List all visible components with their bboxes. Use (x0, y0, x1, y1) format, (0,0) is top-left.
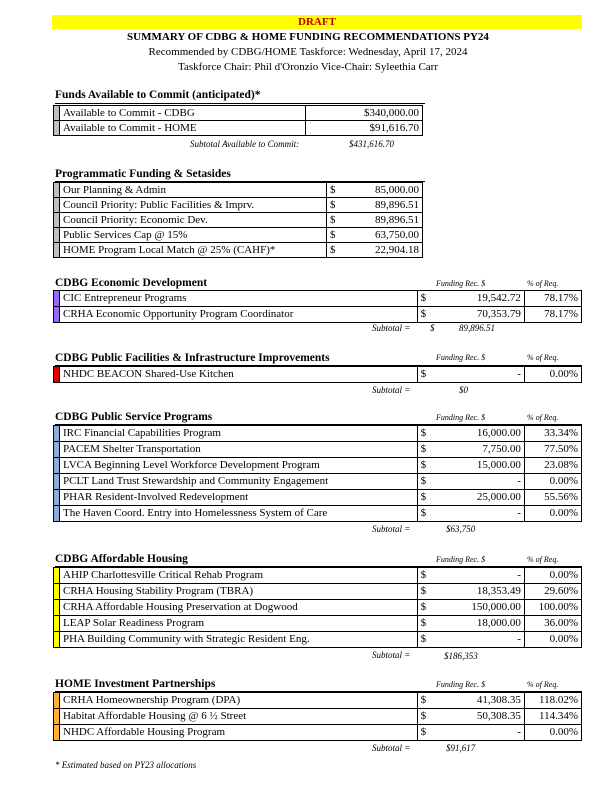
row-percent: 0.00% (524, 506, 581, 522)
row-amount: $91,616.70 (306, 121, 423, 136)
row-percent: 55.56% (524, 490, 581, 506)
row-amount: 85,000.00 (347, 183, 423, 198)
subtotal-value: $186,353 (444, 651, 478, 661)
table-row (54, 213, 423, 228)
row-label: PHAR Resident-Involved Redevelopment (60, 490, 418, 506)
row-currency: $ (417, 442, 438, 458)
table-row (54, 568, 582, 584)
row-amount: 89,896.51 (347, 198, 423, 213)
row-amount: 70,353.79 (438, 307, 525, 323)
section-underline (55, 103, 425, 104)
row-label: PHA Building Community with Strategic Resident Eng. (60, 632, 418, 648)
table-row (54, 228, 423, 243)
row-percent: 0.00% (524, 474, 581, 490)
row-percent: 0.00% (524, 367, 581, 383)
row-label: NHDC Affordable Housing Program (60, 725, 418, 741)
row-currency: $ (327, 243, 348, 258)
table-row (54, 307, 582, 323)
row-label: PACEM Shelter Transportation (60, 442, 418, 458)
row-amount: 22,904.18 (347, 243, 423, 258)
row-currency: $ (417, 693, 438, 709)
row-amount: 89,896.51 (347, 213, 423, 228)
subtotal-label: Subtotal = (372, 650, 411, 660)
row-amount: 25,000.00 (438, 490, 525, 506)
row-label: PCLT Land Trust Stewardship and Community Engagement (60, 474, 418, 490)
row-label: CIC Entrepreneur Programs (60, 291, 418, 307)
row-percent: 36.00% (524, 616, 581, 632)
row-amount: 150,000.00 (438, 600, 525, 616)
row-label: CRHA Homeownership Program (DPA) (60, 693, 418, 709)
footnote: * Estimated based on PY23 allocations (55, 760, 197, 770)
row-label: Council Priority: Economic Dev. (60, 213, 327, 228)
subtotal-value: $91,617 (446, 743, 476, 753)
row-currency: $ (417, 458, 438, 474)
row-amount: - (438, 568, 525, 584)
row-label: Available to Commit - CDBG (60, 106, 306, 121)
subtotal-value: $0 (459, 385, 468, 395)
column-header-funding: Funding Rec. $ (436, 680, 486, 689)
table-row (54, 243, 423, 258)
row-percent: 78.17% (524, 307, 581, 323)
column-header-pct: % of Req. (527, 680, 559, 689)
row-label: Council Priority: Public Facilities & Imprv. (60, 198, 327, 213)
public-service-table (53, 425, 582, 522)
row-amount: - (438, 367, 525, 383)
row-label: Our Planning & Admin (60, 183, 327, 198)
funds-available-table (53, 105, 423, 136)
subtotal-label: Subtotal Available to Commit: (190, 139, 300, 149)
subtotal-value: $63,750 (446, 524, 476, 534)
section-title-programmatic: Programmatic Funding & Setasides (55, 168, 231, 180)
row-currency: $ (417, 307, 438, 323)
row-amount: - (438, 725, 525, 741)
header-chair-line: Taskforce Chair: Phil d'Oronzio Vice-Chair: Syleethia Carr (178, 61, 438, 73)
row-currency: $ (327, 228, 348, 243)
row-label: IRC Financial Capabilities Program (60, 426, 418, 442)
row-percent: 33.34% (524, 426, 581, 442)
section-title-funds-available: Funds Available to Commit (anticipated)* (55, 89, 261, 101)
table-row (54, 600, 582, 616)
table-row (54, 693, 582, 709)
row-currency: $ (417, 709, 438, 725)
draft-banner: DRAFT (52, 15, 582, 29)
subtotal-label: Subtotal = (372, 385, 411, 395)
row-amount: 15,000.00 (438, 458, 525, 474)
table-row (54, 709, 582, 725)
row-label: LEAP Solar Readiness Program (60, 616, 418, 632)
row-percent: 0.00% (524, 568, 581, 584)
row-currency: $ (327, 183, 348, 198)
column-header-pct: % of Req. (527, 353, 559, 362)
row-currency: $ (417, 291, 438, 307)
row-percent: 23.08% (524, 458, 581, 474)
table-row (54, 632, 582, 648)
page-title: SUMMARY OF CDBG & HOME FUNDING RECOMMENDATIONS PY24 (127, 31, 489, 43)
economic-development-table (53, 290, 582, 323)
row-percent: 0.00% (524, 632, 581, 648)
row-label: The Haven Coord. Entry into Homelessness System of Care (60, 506, 418, 522)
column-header-pct: % of Req. (527, 413, 559, 422)
row-currency: $ (417, 616, 438, 632)
row-amount: 63,750.00 (347, 228, 423, 243)
column-header-funding: Funding Rec. $ (436, 555, 486, 564)
table-row (54, 490, 582, 506)
section-title-public-service: CDBG Public Service Programs (55, 411, 213, 423)
column-header-funding: Funding Rec. $ (436, 413, 486, 422)
table-row (54, 458, 582, 474)
row-currency: $ (417, 725, 438, 741)
row-amount: - (438, 474, 525, 490)
row-amount: 41,308.35 (438, 693, 525, 709)
table-row (54, 106, 423, 121)
row-label: HOME Program Local Match @ 25% (CAHF)* (60, 243, 327, 258)
row-percent: 77.50% (524, 442, 581, 458)
section-title-affordable-housing: CDBG Affordable Housing (55, 553, 188, 565)
row-amount: - (438, 632, 525, 648)
row-amount: 7,750.00 (438, 442, 525, 458)
table-row (54, 442, 582, 458)
row-currency: $ (417, 367, 438, 383)
table-row (54, 121, 423, 136)
subtotal-currency: $ (430, 323, 435, 333)
row-amount: 50,308.35 (438, 709, 525, 725)
row-label: CRHA Affordable Housing Preservation at Dogwood (60, 600, 418, 616)
row-label: AHIP Charlottesville Critical Rehab Program (60, 568, 418, 584)
column-header-pct: % of Req. (527, 555, 559, 564)
row-currency: $ (417, 490, 438, 506)
section-title-economic-development: CDBG Economic Development (55, 277, 208, 289)
row-percent: 78.17% (524, 291, 581, 307)
row-label: CRHA Economic Opportunity Program Coordinator (60, 307, 418, 323)
row-amount: 16,000.00 (438, 426, 525, 442)
subtotal-value: $431,616.70 (349, 139, 394, 149)
row-currency: $ (327, 198, 348, 213)
section-title-home-investment: HOME Investment Partnerships (55, 678, 216, 690)
affordable-housing-table (53, 567, 582, 648)
column-header-funding: Funding Rec. $ (436, 279, 486, 288)
row-amount: 18,000.00 (438, 616, 525, 632)
row-label: Public Services Cap @ 15% (60, 228, 327, 243)
row-currency: $ (417, 568, 438, 584)
row-currency: $ (417, 426, 438, 442)
public-facilities-table (53, 366, 582, 383)
header-recommended-line: Recommended by CDBG/HOME Taskforce: Wednesday, April 17, 2024 (148, 46, 468, 58)
table-row (54, 474, 582, 490)
row-amount: 18,353.49 (438, 584, 525, 600)
subtotal-value: 89,896.51 (459, 323, 495, 333)
table-row (54, 291, 582, 307)
column-header-pct: % of Req. (527, 279, 559, 288)
row-currency: $ (417, 584, 438, 600)
table-row (54, 367, 582, 383)
table-row (54, 725, 582, 741)
row-currency: $ (417, 632, 438, 648)
row-percent: 100.00% (524, 600, 581, 616)
row-percent: 0.00% (524, 725, 581, 741)
table-row (54, 183, 423, 198)
row-currency: $ (417, 474, 438, 490)
programmatic-table (53, 182, 423, 258)
subtotal-label: Subtotal = (372, 743, 411, 753)
row-label: Habitat Affordable Housing @ 6 ½ Street (60, 709, 418, 725)
row-amount: $340,000.00 (306, 106, 423, 121)
table-row (54, 198, 423, 213)
table-row (54, 584, 582, 600)
row-percent: 29.60% (524, 584, 581, 600)
section-title-public-facilities: CDBG Public Facilities & Infrastructure Improvements (55, 352, 330, 364)
row-amount: 19,542.72 (438, 291, 525, 307)
table-row (54, 426, 582, 442)
row-label: CRHA Housing Stability Program (TBRA) (60, 584, 418, 600)
row-currency: $ (327, 213, 348, 228)
row-percent: 114.34% (524, 709, 581, 725)
table-row (54, 506, 582, 522)
column-header-funding: Funding Rec. $ (436, 353, 486, 362)
table-row (54, 616, 582, 632)
row-label: Available to Commit - HOME (60, 121, 306, 136)
subtotal-label: Subtotal = (372, 524, 411, 534)
row-currency: $ (417, 506, 438, 522)
row-percent: 118.02% (524, 693, 581, 709)
row-label: LVCA Beginning Level Workforce Development Program (60, 458, 418, 474)
subtotal-label: Subtotal = (372, 323, 411, 333)
row-currency: $ (417, 600, 438, 616)
row-amount: - (438, 506, 525, 522)
home-investment-table (53, 692, 582, 741)
row-label: NHDC BEACON Shared-Use Kitchen (60, 367, 418, 383)
